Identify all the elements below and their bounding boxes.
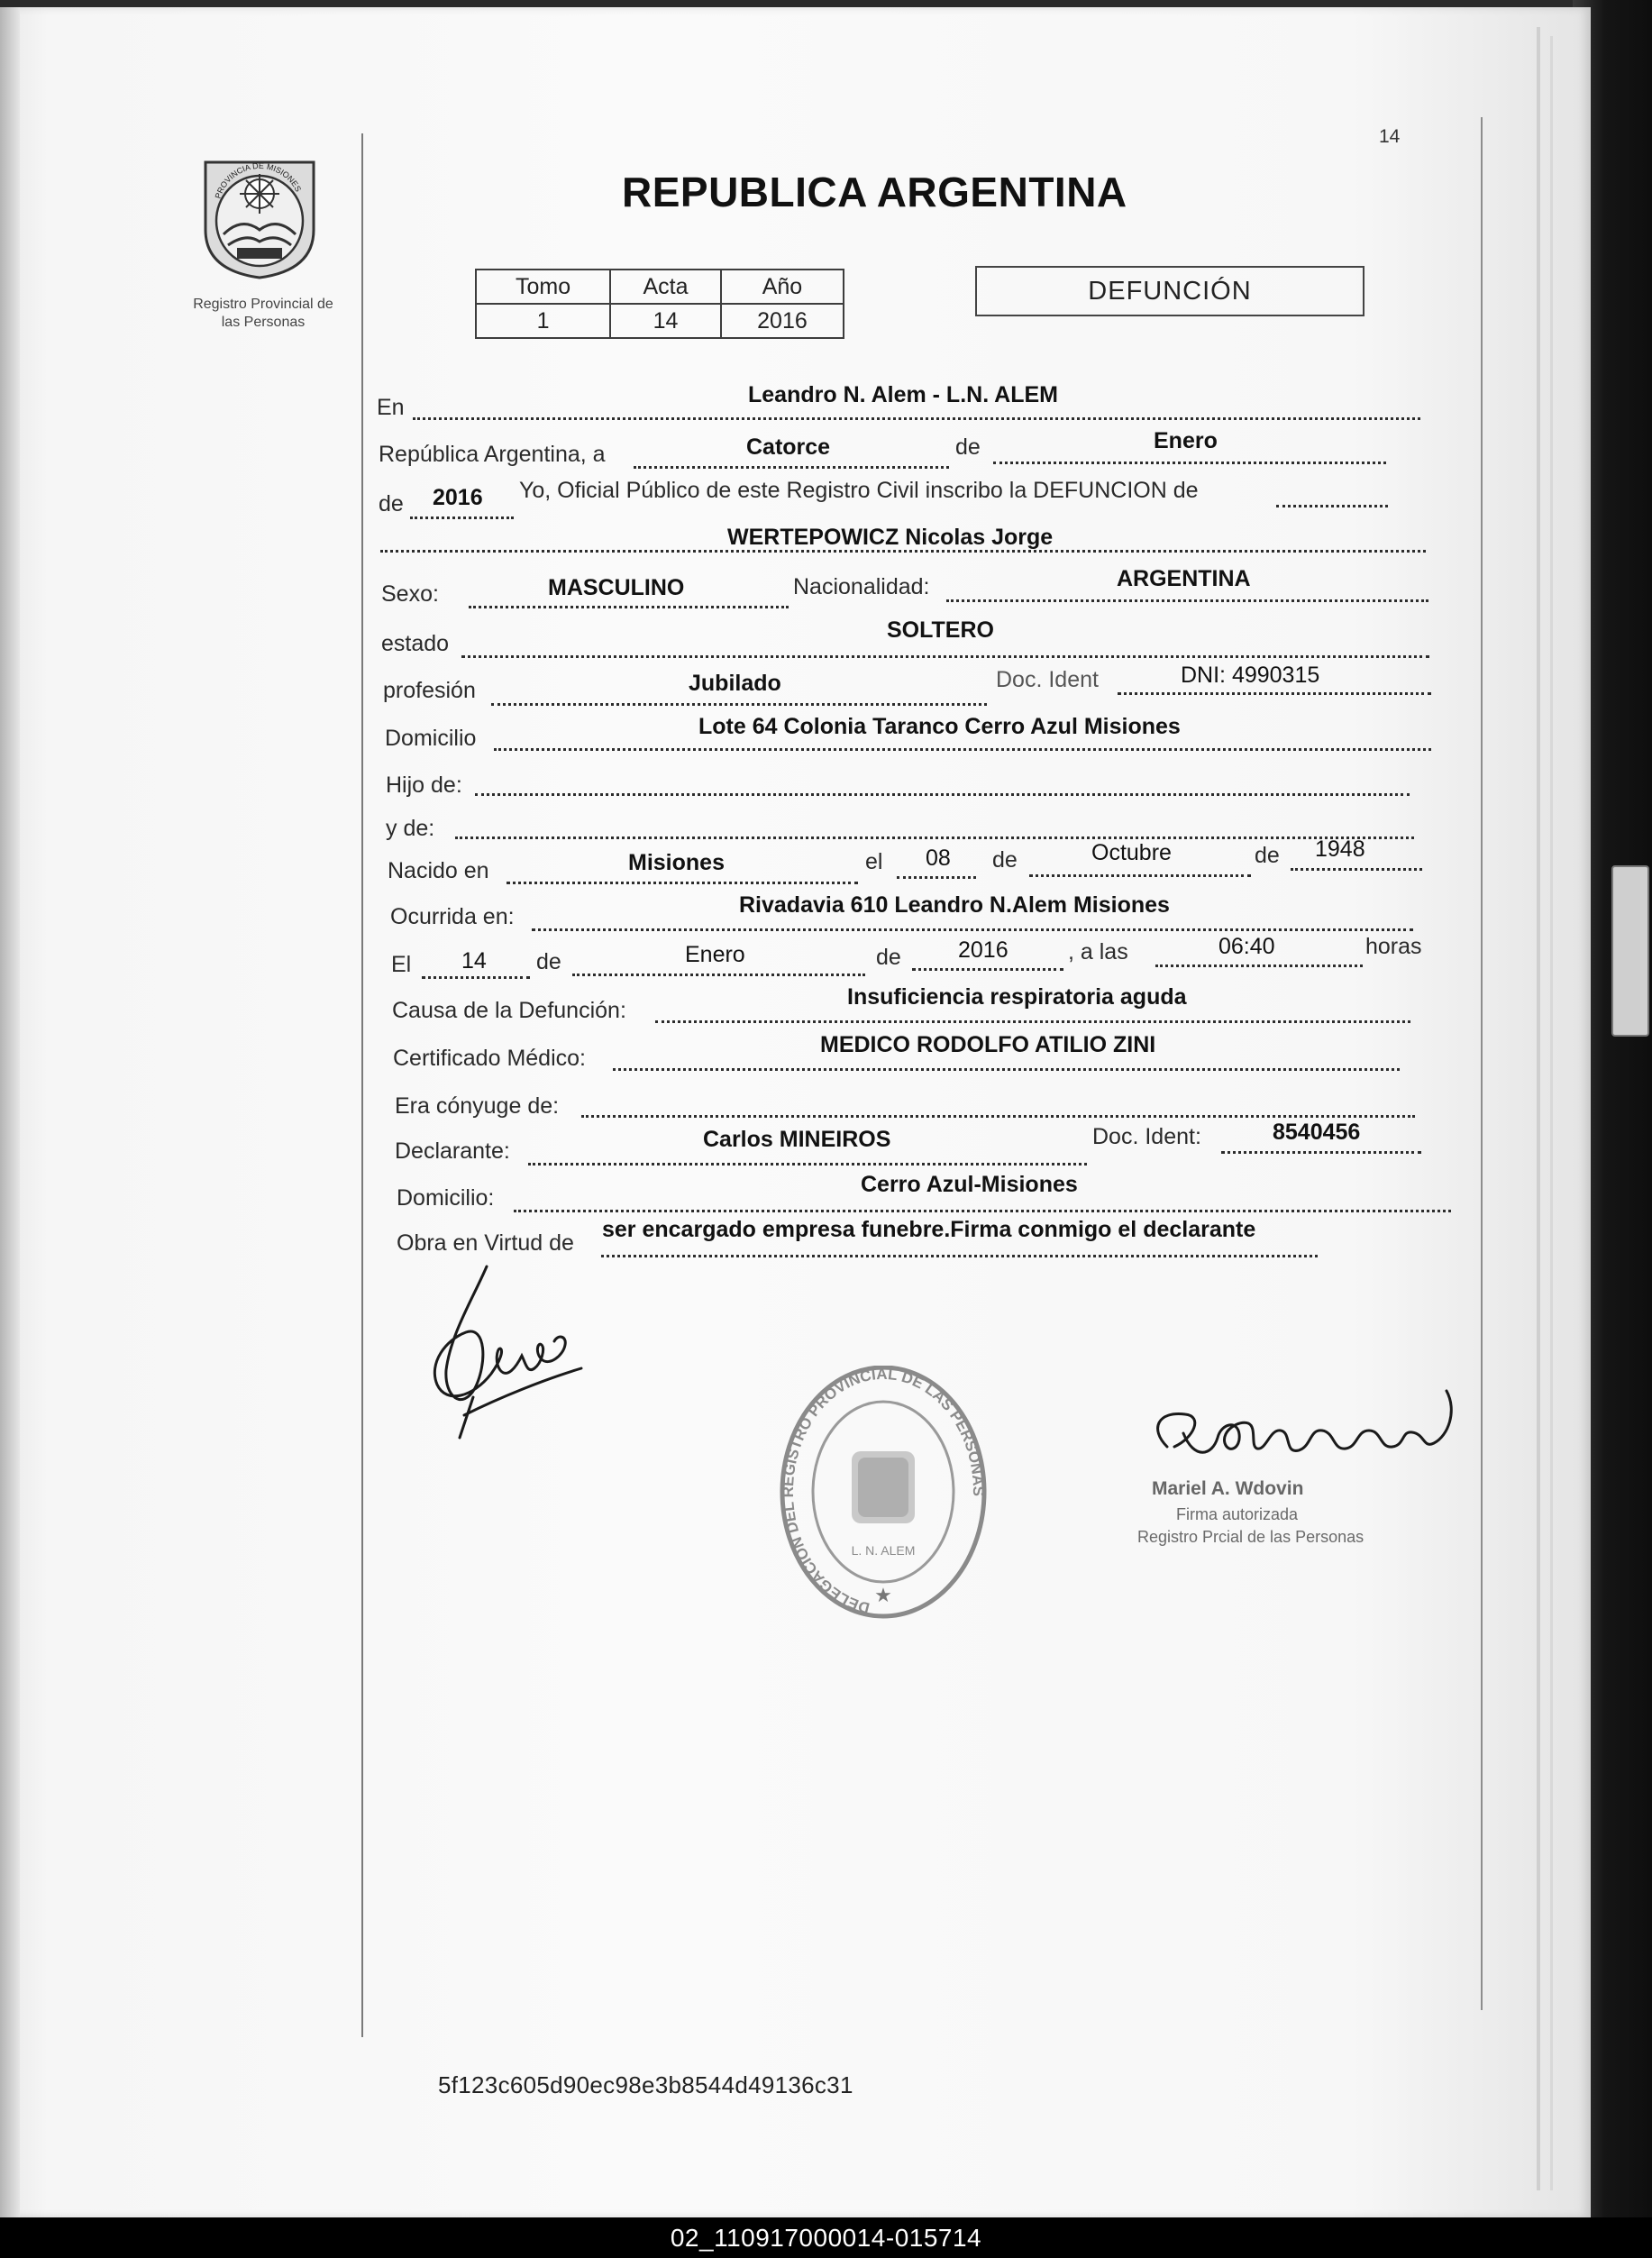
label-doc-ident: Doc. Ident <box>996 667 1099 692</box>
star-icon: ★ <box>874 1585 892 1607</box>
label-republica: República Argentina, a <box>379 442 606 467</box>
label-certificado: Certificado Médico: <box>393 1046 586 1071</box>
label-domicilio-declarante: Domicilio: <box>397 1185 495 1211</box>
field-line <box>532 928 1413 931</box>
field-ocurrida-en: Rivadavia 610 Leandro N.Alem Misiones <box>739 892 1170 918</box>
page-number: 14 <box>1379 126 1401 147</box>
field-line <box>634 466 949 469</box>
field-line <box>494 748 1431 751</box>
field-fall-dia: 14 <box>461 948 487 974</box>
label-hijo-de: Hijo de: <box>386 772 462 798</box>
field-nac-anio: 1948 <box>1315 836 1365 862</box>
registry-header-tomo: Tomo <box>476 270 610 304</box>
field-line <box>507 882 858 884</box>
page-title: REPUBLICA ARGENTINA <box>622 169 1127 215</box>
field-lugar: Leandro N. Alem - L.N. ALEM <box>748 382 1058 407</box>
officer-signature <box>1131 1384 1474 1492</box>
label-el: El <box>391 952 412 977</box>
crest-caption-line: Registro Provincial de <box>193 297 333 312</box>
label-nacionalidad: Nacionalidad: <box>793 574 930 599</box>
field-line <box>528 1163 1087 1166</box>
field-declarante-domicilio: Cerro Azul-Misiones <box>861 1172 1078 1197</box>
registry-value-tomo: 1 <box>476 304 610 338</box>
field-obra-en-virtud: ser encargado empresa funebre.Firma conmigo el declarante <box>602 1217 1256 1242</box>
seal-inner-text: L. N. ALEM <box>851 1543 916 1558</box>
crest-text: PROVINCIA DE MISIONES <box>213 160 304 200</box>
label-a-las: , a las <box>1068 939 1128 964</box>
label-profesion: profesión <box>383 678 476 703</box>
field-line <box>1291 868 1422 871</box>
folder-tab <box>1611 865 1649 1037</box>
field-line <box>455 836 1414 839</box>
field-causa: Insuficiencia respiratoria aguda <box>847 984 1187 1010</box>
label-ocurrida-en: Ocurrida en: <box>390 904 515 929</box>
file-id-footer: 02_110917000014-015714 <box>0 2217 1652 2258</box>
field-declarante-doc: 8540456 <box>1273 1120 1361 1145</box>
registry-header-row <box>476 270 844 304</box>
label-de: de <box>379 491 404 517</box>
registry-header-anio: Año <box>721 270 844 304</box>
field-line <box>993 462 1386 464</box>
field-profesion: Jubilado <box>689 671 781 696</box>
label-horas: horas <box>1365 934 1422 959</box>
label-en: En <box>377 395 405 420</box>
field-line <box>461 655 1429 658</box>
field-fall-hora: 06:40 <box>1218 934 1275 959</box>
margin-line-left <box>361 133 363 2037</box>
field-nac-mes: Octubre <box>1091 840 1172 865</box>
label-estado: estado <box>381 631 450 656</box>
page-binding <box>0 7 20 2217</box>
field-line <box>897 876 976 879</box>
document-hash: 5f123c605d90ec98e3b8544d49136c31 <box>438 2071 853 2098</box>
label-nacido-en: Nacido en <box>388 858 489 883</box>
field-nacido-en: Misiones <box>628 850 725 875</box>
crest-caption-line: las Personas <box>221 315 306 330</box>
field-nac-dia: 08 <box>926 846 951 871</box>
field-line <box>946 599 1428 602</box>
registry-value-anio: 2016 <box>721 304 844 338</box>
field-line <box>410 517 514 519</box>
margin-line-right <box>1481 117 1483 2010</box>
registry-value-row <box>476 304 844 338</box>
field-line <box>1155 964 1363 967</box>
field-line <box>469 606 789 608</box>
registry-header-acta: Acta <box>610 270 721 304</box>
officer-office: Registro Prcial de las Personas <box>1137 1528 1364 1546</box>
page-edge <box>1550 36 1553 2190</box>
field-fallecido: WERTEPOWICZ Nicolas Jorge <box>727 525 1054 550</box>
field-documento: DNI: 4990315 <box>1181 663 1320 688</box>
field-fall-mes: Enero <box>685 942 745 967</box>
field-line <box>491 703 987 706</box>
crest-caption <box>167 296 360 332</box>
label-el: el <box>865 849 883 874</box>
document-type-box: DEFUNCIÓN <box>975 266 1364 316</box>
declarant-signature <box>410 1262 590 1442</box>
field-dia-inscripcion: Catorce <box>746 434 831 460</box>
field-line <box>601 1255 1318 1257</box>
field-line <box>514 1210 1451 1212</box>
label-y-de: y de: <box>386 816 435 841</box>
registry-table <box>475 269 844 339</box>
field-estado: SOLTERO <box>887 617 994 643</box>
field-sexo: MASCULINO <box>548 575 685 600</box>
field-certificado: MEDICO RODOLFO ATILIO ZINI <box>820 1032 1156 1057</box>
label-de: de <box>992 847 1018 873</box>
label-de: de <box>876 945 901 970</box>
crest-icon <box>196 144 323 279</box>
field-line <box>655 1020 1410 1023</box>
label-domicilio: Domicilio <box>385 726 477 751</box>
officer-role: Firma autorizada <box>1176 1505 1299 1523</box>
label-obra-en-virtud: Obra en Virtud de <box>397 1230 574 1256</box>
field-line <box>422 976 530 979</box>
field-nacionalidad: ARGENTINA <box>1117 566 1251 591</box>
field-line <box>1276 505 1388 507</box>
registry-value-acta: 14 <box>610 304 721 338</box>
label-conyuge: Era cónyuge de: <box>395 1093 560 1119</box>
label-inscribo: Yo, Oficial Público de este Registro Civil inscribo la DEFUNCION de <box>519 478 1199 503</box>
field-fall-anio: 2016 <box>958 937 1009 963</box>
label-declarante: Declarante: <box>395 1138 510 1164</box>
field-line <box>581 1115 1415 1118</box>
field-line <box>613 1068 1400 1071</box>
field-line <box>1118 692 1431 695</box>
official-seal <box>775 1366 991 1636</box>
field-line <box>1221 1151 1421 1154</box>
label-de: de <box>536 949 561 974</box>
label-sexo: Sexo: <box>381 581 439 607</box>
field-declarante: Carlos MINEIROS <box>703 1127 891 1152</box>
field-line <box>1029 874 1251 877</box>
field-line <box>912 968 1063 971</box>
field-line <box>475 793 1410 796</box>
field-domicilio: Lote 64 Colonia Taranco Cerro Azul Misiones <box>698 714 1181 739</box>
field-anio-inscripcion: 2016 <box>433 485 483 510</box>
officer-name: Mariel A. Wdovin <box>1152 1478 1304 1499</box>
page-edge <box>1537 27 1540 2190</box>
field-line <box>413 417 1420 420</box>
field-mes-inscripcion: Enero <box>1154 428 1218 453</box>
label-de: de <box>955 434 981 460</box>
seal-text: DELEGACION DEL REGISTRO PROVINCIAL DE LAS PERSONAS <box>779 1366 988 1617</box>
label-de: de <box>1255 843 1280 868</box>
label-doc-ident-declarante: Doc. Ident: <box>1092 1124 1201 1149</box>
label-causa: Causa de la Defunción: <box>392 998 626 1023</box>
field-line <box>572 974 865 976</box>
